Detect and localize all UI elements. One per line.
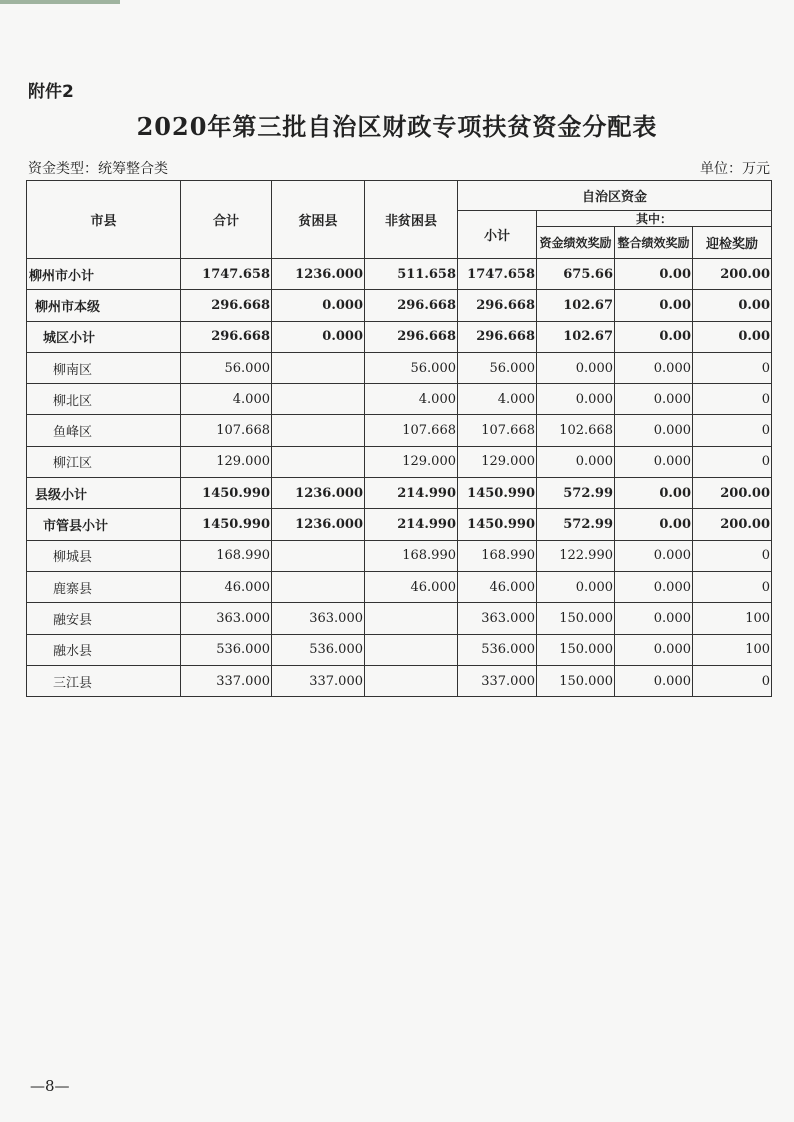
row-poor-cell: 0.000 xyxy=(272,290,365,321)
header-of-which: 其中： xyxy=(537,211,772,227)
header-perf-reward: 资金绩效奖励 xyxy=(537,227,615,259)
table-row xyxy=(27,478,772,509)
row-subtotal-cell: 4.000 xyxy=(458,384,537,415)
row-insp-cell: 0.00 xyxy=(693,290,772,321)
row-name-cell: 柳江区 xyxy=(27,446,181,477)
row-total-cell: 296.668 xyxy=(181,321,272,352)
row-subtotal-cell: 296.668 xyxy=(458,321,537,352)
row-name-cell: 县级小计 xyxy=(27,478,181,509)
row-poor-cell xyxy=(272,446,365,477)
row-integ-cell: 0.000 xyxy=(615,446,693,477)
row-poor-cell: 536.000 xyxy=(272,634,365,665)
row-subtotal-cell: 536.000 xyxy=(458,634,537,665)
row-poor-cell xyxy=(272,571,365,602)
attachment-label: 附件2 xyxy=(28,82,74,102)
row-non-poor-cell: 296.668 xyxy=(365,321,458,352)
row-integ-cell: 0.000 xyxy=(615,665,693,696)
row-non-poor-cell: 214.990 xyxy=(365,509,458,540)
row-integ-cell: 0.00 xyxy=(615,321,693,352)
table-row xyxy=(27,571,772,602)
row-poor-cell xyxy=(272,415,365,446)
row-total-cell: 56.000 xyxy=(181,352,272,383)
row-total-cell: 4.000 xyxy=(181,384,272,415)
row-integ-cell: 0.000 xyxy=(615,352,693,383)
table-row xyxy=(27,665,772,696)
row-poor-cell xyxy=(272,352,365,383)
row-name-cell: 柳州市小计 xyxy=(27,259,181,290)
row-total-cell: 1450.990 xyxy=(181,478,272,509)
page-title: 2020年第三批自治区财政专项扶贫资金分配表 xyxy=(136,112,658,141)
table-row xyxy=(27,415,772,446)
row-subtotal-cell: 107.668 xyxy=(458,415,537,446)
header-non-poor-county: 非贫困县 xyxy=(365,181,458,259)
row-poor-cell xyxy=(272,540,365,571)
row-name-cell: 三江县 xyxy=(27,665,181,696)
row-total-cell: 46.000 xyxy=(181,571,272,602)
row-total-cell: 363.000 xyxy=(181,603,272,634)
row-insp-cell: 100 xyxy=(693,634,772,665)
row-total-cell: 536.000 xyxy=(181,634,272,665)
row-insp-cell: 200.00 xyxy=(693,509,772,540)
row-poor-cell: 1236.000 xyxy=(272,509,365,540)
row-poor-cell: 337.000 xyxy=(272,665,365,696)
row-integ-cell: 0.00 xyxy=(615,478,693,509)
header-city-county: 市县 xyxy=(27,181,181,259)
header-autonomous-fund: 自治区资金 xyxy=(458,181,772,211)
table-row xyxy=(27,321,772,352)
row-subtotal-cell: 337.000 xyxy=(458,665,537,696)
row-poor-cell: 1236.000 xyxy=(272,478,365,509)
header-integration-reward: 整合绩效奖励 xyxy=(615,227,693,259)
header-total: 合计 xyxy=(181,181,272,259)
table-row xyxy=(27,634,772,665)
row-perf-cell: 0.000 xyxy=(537,446,615,477)
table-row xyxy=(27,446,772,477)
row-perf-cell: 102.67 xyxy=(537,290,615,321)
unit-label: 单位：万元 xyxy=(700,161,770,177)
row-perf-cell: 102.67 xyxy=(537,321,615,352)
row-name-cell: 城区小计 xyxy=(27,321,181,352)
row-non-poor-cell: 296.668 xyxy=(365,290,458,321)
row-subtotal-cell: 129.000 xyxy=(458,446,537,477)
row-insp-cell: 0.00 xyxy=(693,321,772,352)
row-poor-cell: 0.000 xyxy=(272,321,365,352)
row-name-cell: 市管县小计 xyxy=(27,509,181,540)
row-non-poor-cell: 129.000 xyxy=(365,446,458,477)
header-subtotal: 小计 xyxy=(458,211,537,259)
row-perf-cell: 0.000 xyxy=(537,571,615,602)
row-integ-cell: 0.00 xyxy=(615,259,693,290)
row-integ-cell: 0.00 xyxy=(615,290,693,321)
row-perf-cell: 150.000 xyxy=(537,634,615,665)
row-integ-cell: 0.000 xyxy=(615,603,693,634)
row-name-cell: 柳城县 xyxy=(27,540,181,571)
row-total-cell: 1747.658 xyxy=(181,259,272,290)
row-insp-cell: 0 xyxy=(693,446,772,477)
row-name-cell: 柳南区 xyxy=(27,352,181,383)
row-subtotal-cell: 296.668 xyxy=(458,290,537,321)
row-poor-cell xyxy=(272,384,365,415)
row-subtotal-cell: 56.000 xyxy=(458,352,537,383)
row-perf-cell: 122.990 xyxy=(537,540,615,571)
row-subtotal-cell: 1747.658 xyxy=(458,259,537,290)
table-row xyxy=(27,603,772,634)
row-total-cell: 337.000 xyxy=(181,665,272,696)
row-integ-cell: 0.00 xyxy=(615,509,693,540)
row-non-poor-cell: 107.668 xyxy=(365,415,458,446)
row-subtotal-cell: 363.000 xyxy=(458,603,537,634)
header-poor-county: 贫困县 xyxy=(272,181,365,259)
row-non-poor-cell: 214.990 xyxy=(365,478,458,509)
row-perf-cell: 572.99 xyxy=(537,478,615,509)
allocation-table xyxy=(26,180,772,697)
fund-type-label: 资金类型：统筹整合类 xyxy=(28,161,168,177)
row-insp-cell: 200.00 xyxy=(693,259,772,290)
row-non-poor-cell: 4.000 xyxy=(365,384,458,415)
header-inspection-reward: 迎检奖励 xyxy=(693,227,772,259)
table-row xyxy=(27,259,772,290)
table-row xyxy=(27,540,772,571)
row-perf-cell: 102.668 xyxy=(537,415,615,446)
row-insp-cell: 0 xyxy=(693,665,772,696)
row-integ-cell: 0.000 xyxy=(615,571,693,602)
row-poor-cell: 1236.000 xyxy=(272,259,365,290)
page-number: —8— xyxy=(30,1077,70,1095)
row-subtotal-cell: 46.000 xyxy=(458,571,537,602)
row-name-cell: 柳州市本级 xyxy=(27,290,181,321)
row-insp-cell: 200.00 xyxy=(693,478,772,509)
row-insp-cell: 0 xyxy=(693,540,772,571)
row-name-cell: 鱼峰区 xyxy=(27,415,181,446)
table-row xyxy=(27,384,772,415)
row-perf-cell: 0.000 xyxy=(537,384,615,415)
row-name-cell: 鹿寨县 xyxy=(27,571,181,602)
row-total-cell: 1450.990 xyxy=(181,509,272,540)
row-integ-cell: 0.000 xyxy=(615,415,693,446)
scan-edge-strip xyxy=(0,0,120,4)
row-integ-cell: 0.000 xyxy=(615,540,693,571)
row-insp-cell: 100 xyxy=(693,603,772,634)
table-row xyxy=(27,509,772,540)
row-non-poor-cell: 46.000 xyxy=(365,571,458,602)
row-perf-cell: 150.000 xyxy=(537,603,615,634)
row-perf-cell: 150.000 xyxy=(537,665,615,696)
row-perf-cell: 572.99 xyxy=(537,509,615,540)
table-row xyxy=(27,352,772,383)
row-non-poor-cell xyxy=(365,603,458,634)
row-perf-cell: 675.66 xyxy=(537,259,615,290)
row-total-cell: 296.668 xyxy=(181,290,272,321)
row-total-cell: 168.990 xyxy=(181,540,272,571)
row-total-cell: 107.668 xyxy=(181,415,272,446)
row-name-cell: 融安县 xyxy=(27,603,181,634)
row-subtotal-cell: 1450.990 xyxy=(458,478,537,509)
table-row xyxy=(27,290,772,321)
row-integ-cell: 0.000 xyxy=(615,384,693,415)
row-non-poor-cell: 511.658 xyxy=(365,259,458,290)
row-total-cell: 129.000 xyxy=(181,446,272,477)
row-non-poor-cell xyxy=(365,634,458,665)
row-non-poor-cell xyxy=(365,665,458,696)
row-poor-cell: 363.000 xyxy=(272,603,365,634)
row-integ-cell: 0.000 xyxy=(615,634,693,665)
row-name-cell: 柳北区 xyxy=(27,384,181,415)
row-insp-cell: 0 xyxy=(693,384,772,415)
row-insp-cell: 0 xyxy=(693,352,772,383)
row-insp-cell: 0 xyxy=(693,415,772,446)
row-non-poor-cell: 168.990 xyxy=(365,540,458,571)
row-name-cell: 融水县 xyxy=(27,634,181,665)
row-insp-cell: 0 xyxy=(693,571,772,602)
row-subtotal-cell: 1450.990 xyxy=(458,509,537,540)
row-non-poor-cell: 56.000 xyxy=(365,352,458,383)
row-subtotal-cell: 168.990 xyxy=(458,540,537,571)
row-perf-cell: 0.000 xyxy=(537,352,615,383)
